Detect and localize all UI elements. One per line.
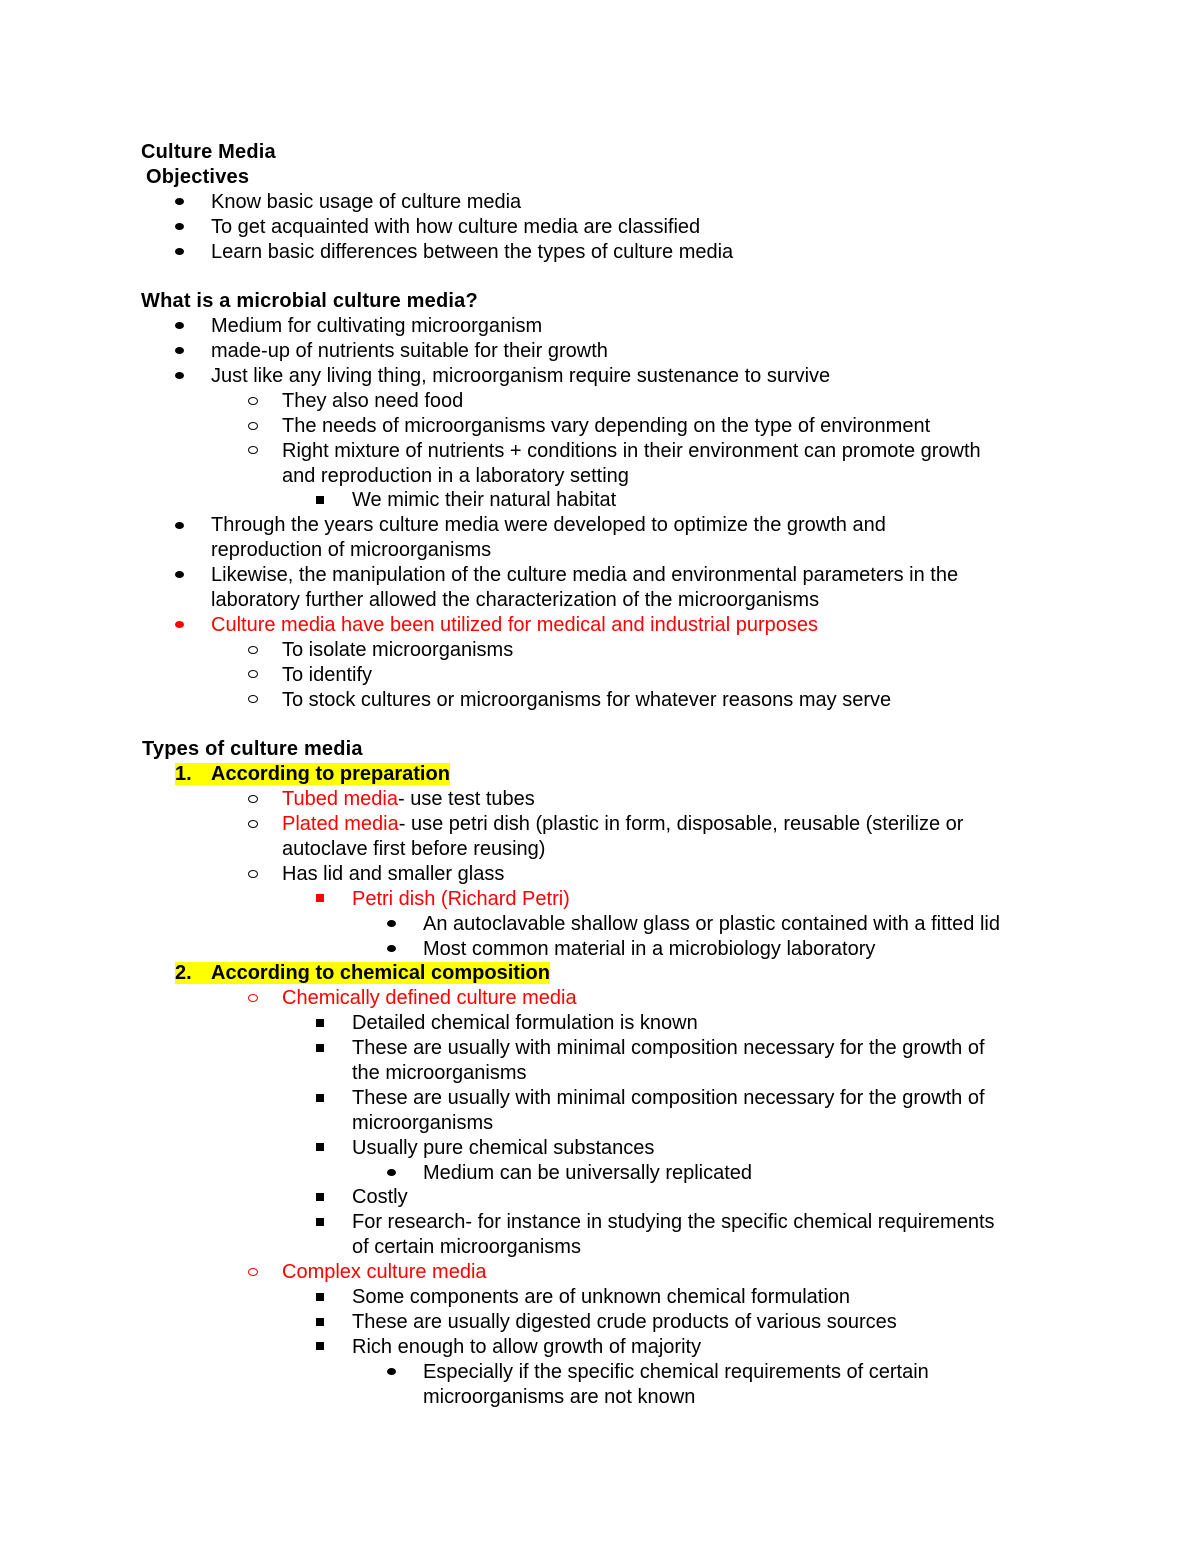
bullet-icon [387,1169,396,1176]
hollow-bullet-icon [248,1268,258,1276]
square-bullet-icon [316,1293,324,1301]
list-item: Medium for cultivating microorganism [0,314,1200,339]
list-item-continuation: the microorganisms [352,1061,527,1084]
list-item: Detailed chemical formulation is known [0,1011,1200,1036]
list-item: To stock cultures or microorganisms for whatever reasons may serve [0,688,1200,713]
bullet-icon [175,347,184,354]
spacer [0,712,1200,737]
list-item: Learn basic differences between the types of culture media [0,240,1200,265]
highlighted-heading: 1. According to preparation [175,763,450,786]
square-bullet-icon [316,1193,324,1201]
section-heading: What is a microbial culture media? [141,290,478,313]
list-item-continuation: reproduction of microorganisms [211,539,492,562]
list-item-continuation: laboratory further allowed the characterization of the microorganisms [211,589,820,612]
list-item: Has lid and smaller glass [0,862,1200,887]
bullet-icon [175,223,184,230]
list-item: These are usually digested crude products of various sources [0,1310,1200,1335]
list-item: To get acquainted with how culture media are classified [0,215,1200,240]
list-item: Just like any living thing, microorganism require sustenance to survive [0,364,1200,389]
section-heading: Types of culture media [142,738,363,761]
list-item: Chemically defined culture media [0,986,1200,1011]
hollow-bullet-icon [248,422,258,430]
list-item: Likewise, the manipulation of the culture media and environmental parameters in the [0,563,1200,588]
highlighted-heading: 2. According to chemical composition [175,962,550,985]
square-bullet-icon [316,1342,324,1350]
list-item: To identify [0,663,1200,688]
square-bullet-icon [316,1094,324,1102]
hollow-bullet-icon [248,820,258,828]
bullet-icon [387,920,396,927]
list-item: Tubed media- use test tubes [0,787,1200,812]
hollow-bullet-icon [248,397,258,405]
square-bullet-icon [316,894,324,902]
list-item: Right mixture of nutrients + conditions in their environment can promote growth [0,439,1200,464]
document-body [0,140,1200,1409]
list-item: Petri dish (Richard Petri) [0,887,1200,912]
hollow-bullet-icon [248,870,258,878]
bullet-icon [175,571,184,578]
square-bullet-icon [316,1318,324,1326]
list-item: An autoclavable shallow glass or plastic contained with a fitted lid [0,912,1200,937]
page-title: Culture Media [141,141,276,163]
square-bullet-icon [316,1019,324,1027]
list-item: These are usually with minimal composition necessary for the growth of [0,1086,1200,1111]
numbered-item [0,762,1200,787]
list-item: Know basic usage of culture media [0,190,1200,215]
bullet-icon [175,522,184,529]
square-bullet-icon [316,496,324,504]
bullet-icon [175,621,184,628]
list-item-continuation: autoclave first before reusing) [282,837,546,860]
list-item: To isolate microorganisms [0,638,1200,663]
bullet-icon [175,322,184,329]
list-item: These are usually with minimal composition necessary for the growth of [0,1036,1200,1061]
list-item: Rich enough to allow growth of majority [0,1335,1200,1360]
spacer [0,264,1200,289]
list-item: Some components are of unknown chemical formulation [0,1285,1200,1310]
list-item: Most common material in a microbiology laboratory [0,937,1200,962]
bullet-icon [175,372,184,379]
list-item-continuation: of certain microorganisms [352,1236,581,1259]
list-item: For research- for instance in studying the specific chemical requirements [0,1210,1200,1235]
hollow-bullet-icon [248,994,258,1002]
list-item: Usually pure chemical substances [0,1136,1200,1161]
list-item: Medium can be universally replicated [0,1161,1200,1186]
list-item: They also need food [0,389,1200,414]
hollow-bullet-icon [248,695,258,703]
bullet-icon [387,945,396,952]
bullet-icon [175,198,184,205]
bullet-icon [175,248,184,255]
numbered-item [0,961,1200,986]
list-item: Especially if the specific chemical requirements of certain [0,1360,1200,1385]
hollow-bullet-icon [248,795,258,803]
list-item: Plated media- use petri dish (plastic in form, disposable, reusable (sterilize or [0,812,1200,837]
list-item: Culture media have been utilized for medical and industrial purposes [0,613,1200,638]
list-item-continuation: microorganisms [352,1111,494,1134]
hollow-bullet-icon [248,670,258,678]
hollow-bullet-icon [248,646,258,654]
list-item-continuation: and reproduction in a laboratory setting [282,464,629,487]
list-item: made-up of nutrients suitable for their growth [0,339,1200,364]
square-bullet-icon [316,1218,324,1226]
bullet-icon [387,1368,396,1375]
list-item: Costly [0,1185,1200,1210]
square-bullet-icon [316,1143,324,1151]
list-item: The needs of microorganisms vary depending on the type of environment [0,414,1200,439]
square-bullet-icon [316,1044,324,1052]
list-item: We mimic their natural habitat [0,488,1200,513]
objectives-heading: Objectives [146,165,250,188]
list-item: Complex culture media [0,1260,1200,1285]
list-item-continuation: microorganisms are not known [423,1385,696,1408]
hollow-bullet-icon [248,446,258,454]
list-item: Through the years culture media were developed to optimize the growth and [0,513,1200,538]
